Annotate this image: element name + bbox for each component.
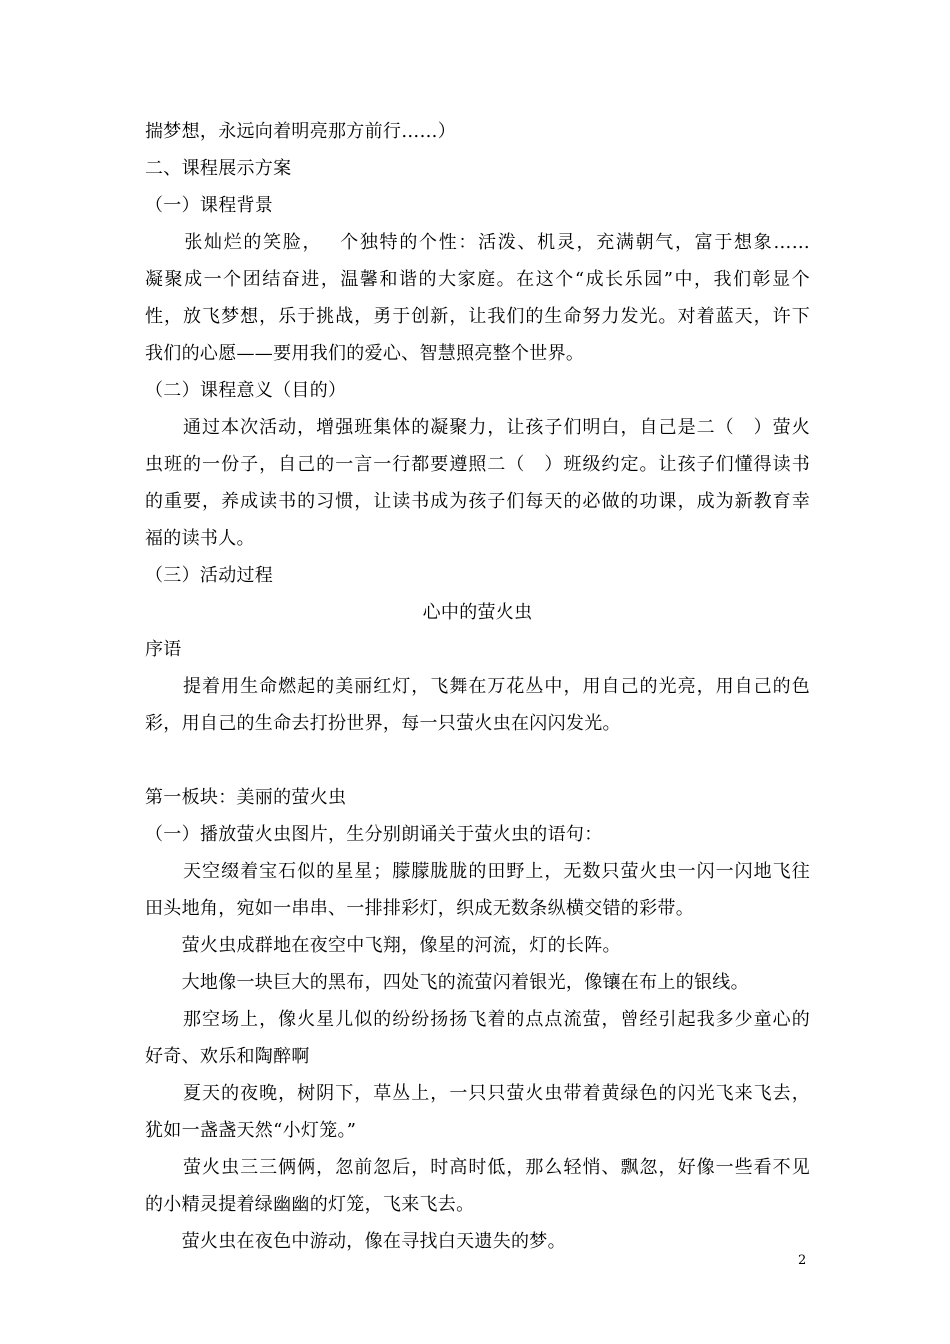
text-line: 的小精灵提着绿幽幽的灯笼，飞来飞去。: [145, 1194, 475, 1215]
text-line: 萤火虫成群地在夜空中飞翔，像星的河流，灯的长阵。: [145, 935, 621, 956]
text-line: 的重要，养成读书的习惯，让读书成为孩子们每天的必做的功课，成为新教育幸: [145, 491, 810, 512]
text-line: 张灿烂的笑脸， 个独特的个性：活泼、机灵，充满朝气，富于想象……: [145, 232, 810, 253]
text-line: 萤火虫在夜色中游动，像在寻找白天遗失的梦。: [145, 1231, 566, 1252]
text-line: 夏天的夜晚，树阴下，草丛上，一只只萤火虫带着黄绿色的闪光飞来飞去，: [145, 1083, 810, 1104]
text-line: 凝聚成一个团结奋进，温馨和谐的大家庭。在这个“成长乐园”中，我们彰显个: [145, 269, 810, 290]
text-line: 天空缀着宝石似的星星；朦朦胧胧的田野上，无数只萤火虫一闪一闪地飞往: [145, 861, 810, 882]
section-label: 序语: [145, 639, 182, 660]
section-heading: 第一板块：美丽的萤火虫: [145, 787, 347, 808]
text-line: 福的读书人。: [145, 528, 255, 549]
text-line: 萤火虫三三俩俩，忽前忽后，时高时低，那么轻悄、飘忽，好像一些看不见: [145, 1157, 810, 1178]
section-heading: 二、课程展示方案: [145, 158, 292, 179]
subsection-heading: （二）课程意义（目的）: [145, 380, 347, 401]
text-line: 揣梦想，永远向着明亮那方前行……）: [145, 121, 457, 142]
subsection-heading: （一）课程背景: [145, 195, 274, 216]
text-line: 提着用生命燃起的美丽红灯，飞舞在万花丛中，用自己的光亮，用自己的色: [145, 676, 810, 697]
text-line: 虫班的一份子，自己的一言一行都要遵照二（ ）班级约定。让孩子们懂得读书: [145, 454, 810, 475]
text-line: 犹如一盏盏天然“小灯笼。”: [145, 1120, 357, 1141]
text-line: 大地像一块巨大的黑布，四处飞的流萤闪着银光，像镶在布上的银线。: [145, 972, 749, 993]
text-line: 彩，用自己的生命去打扮世界，每一只萤火虫在闪闪发光。: [145, 713, 621, 734]
subsection-heading: （一）播放萤火虫图片，生分别朗诵关于萤火虫的语句：: [145, 824, 603, 845]
text-line: 好奇、欢乐和陶醉啊: [145, 1046, 310, 1067]
text-line: 田头地角，宛如一串串、一排排彩灯，织成无数条纵横交错的彩带。: [145, 898, 694, 919]
activity-title: 心中的萤火虫: [422, 602, 533, 623]
page-number: 2: [798, 1253, 807, 1268]
subsection-heading: （三）活动过程: [145, 565, 274, 586]
text-line: 通过本次活动，增强班集体的凝聚力，让孩子们明白，自己是二（ ）萤火: [145, 417, 810, 438]
text-line: 那空场上，像火星儿似的纷纷扬扬飞着的点点流萤，曾经引起我多少童心的: [145, 1009, 810, 1030]
text-line: 我们的心愿——要用我们的爱心、智慧照亮整个世界。: [145, 343, 585, 364]
text-line: 性，放飞梦想，乐于挑战，勇于创新，让我们的生命努力发光。对着蓝天，许下: [145, 306, 810, 327]
